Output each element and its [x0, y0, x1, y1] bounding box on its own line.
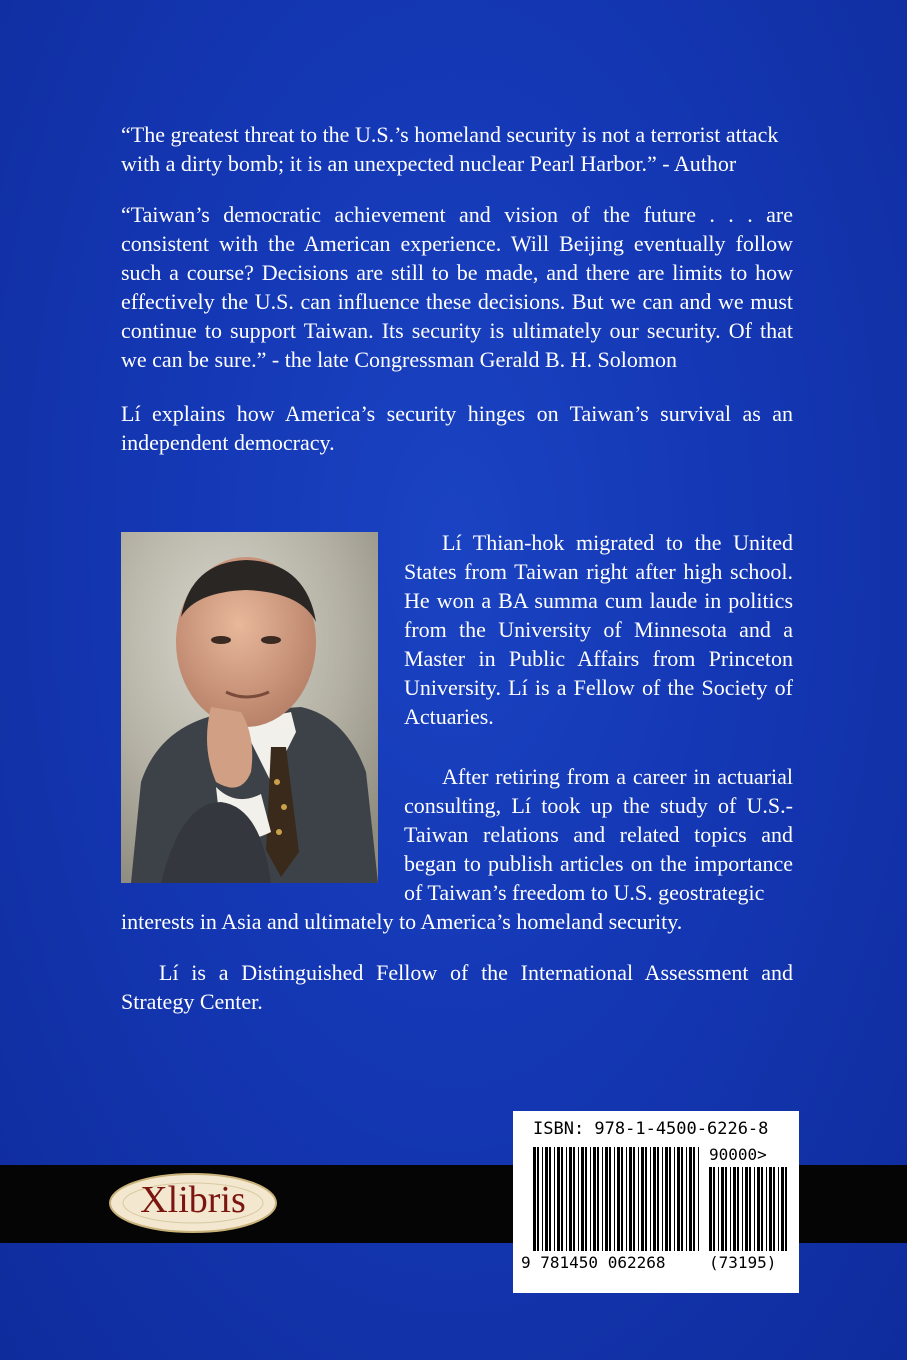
author-quote: “The greatest threat to the U.S.’s homeland security is not a terrorist attack with a dirty bomb; it is an unexpected nuclear Pearl Harbor.” - Author	[121, 122, 779, 176]
author-bio-paragraph-3: Lí is a Distinguished Fellow of the International Assessment and Strategy Center.	[121, 960, 793, 1014]
price-code: 90000>	[709, 1145, 767, 1164]
book-summary: Lí explains how America’s security hinges on Taiwan’s survival as an independent democracy.	[121, 401, 793, 455]
isbn-barcode	[513, 1111, 799, 1293]
isbn-label: ISBN: 978-1-4500-6226-8	[533, 1119, 769, 1139]
author-bio-paragraph-1: Lí Thian-hok migrated to the United States from Taiwan right after high school. He won a BA summa cum laude in politics from the University of Minnesota and a Master in Public Affairs from Princeton University. Lí is a Fellow of the Society of Actuaries.	[404, 530, 793, 729]
author-photo	[121, 532, 378, 883]
barcode-bars	[533, 1147, 703, 1251]
author-bio-paragraph-2: After retiring from a career in actuarial consulting, Lí took up the study of U.S.-Taiwan relations and related topics and began to publish articles on the importance of Taiwan’s freedom to U.S. geostrategic	[404, 764, 793, 905]
supplement-code: (73195)	[709, 1253, 777, 1272]
logo-wordmark: Xlibris	[140, 1179, 246, 1221]
solomon-quote: “Taiwan’s democratic achievement and vision of the future . . . are consistent with the American experience. Will Beijing eventually follow such a course? Decisions are still to be made, and there are limits to how effectively the U.S. can influence these decisions. But we can and we must continue to support Taiwan. Its security is ultimately our security. Of that we can be sure.” - the late Congressman Gerald B. H. Solomon	[121, 202, 793, 372]
supplement-barcode-bars	[709, 1167, 787, 1251]
xlibris-logo	[108, 1172, 278, 1234]
author-bio-paragraph-2-continued: interests in Asia and ultimately to America’s homeland security.	[121, 909, 683, 934]
barcode-digits: 9 781450 062268	[521, 1253, 666, 1272]
